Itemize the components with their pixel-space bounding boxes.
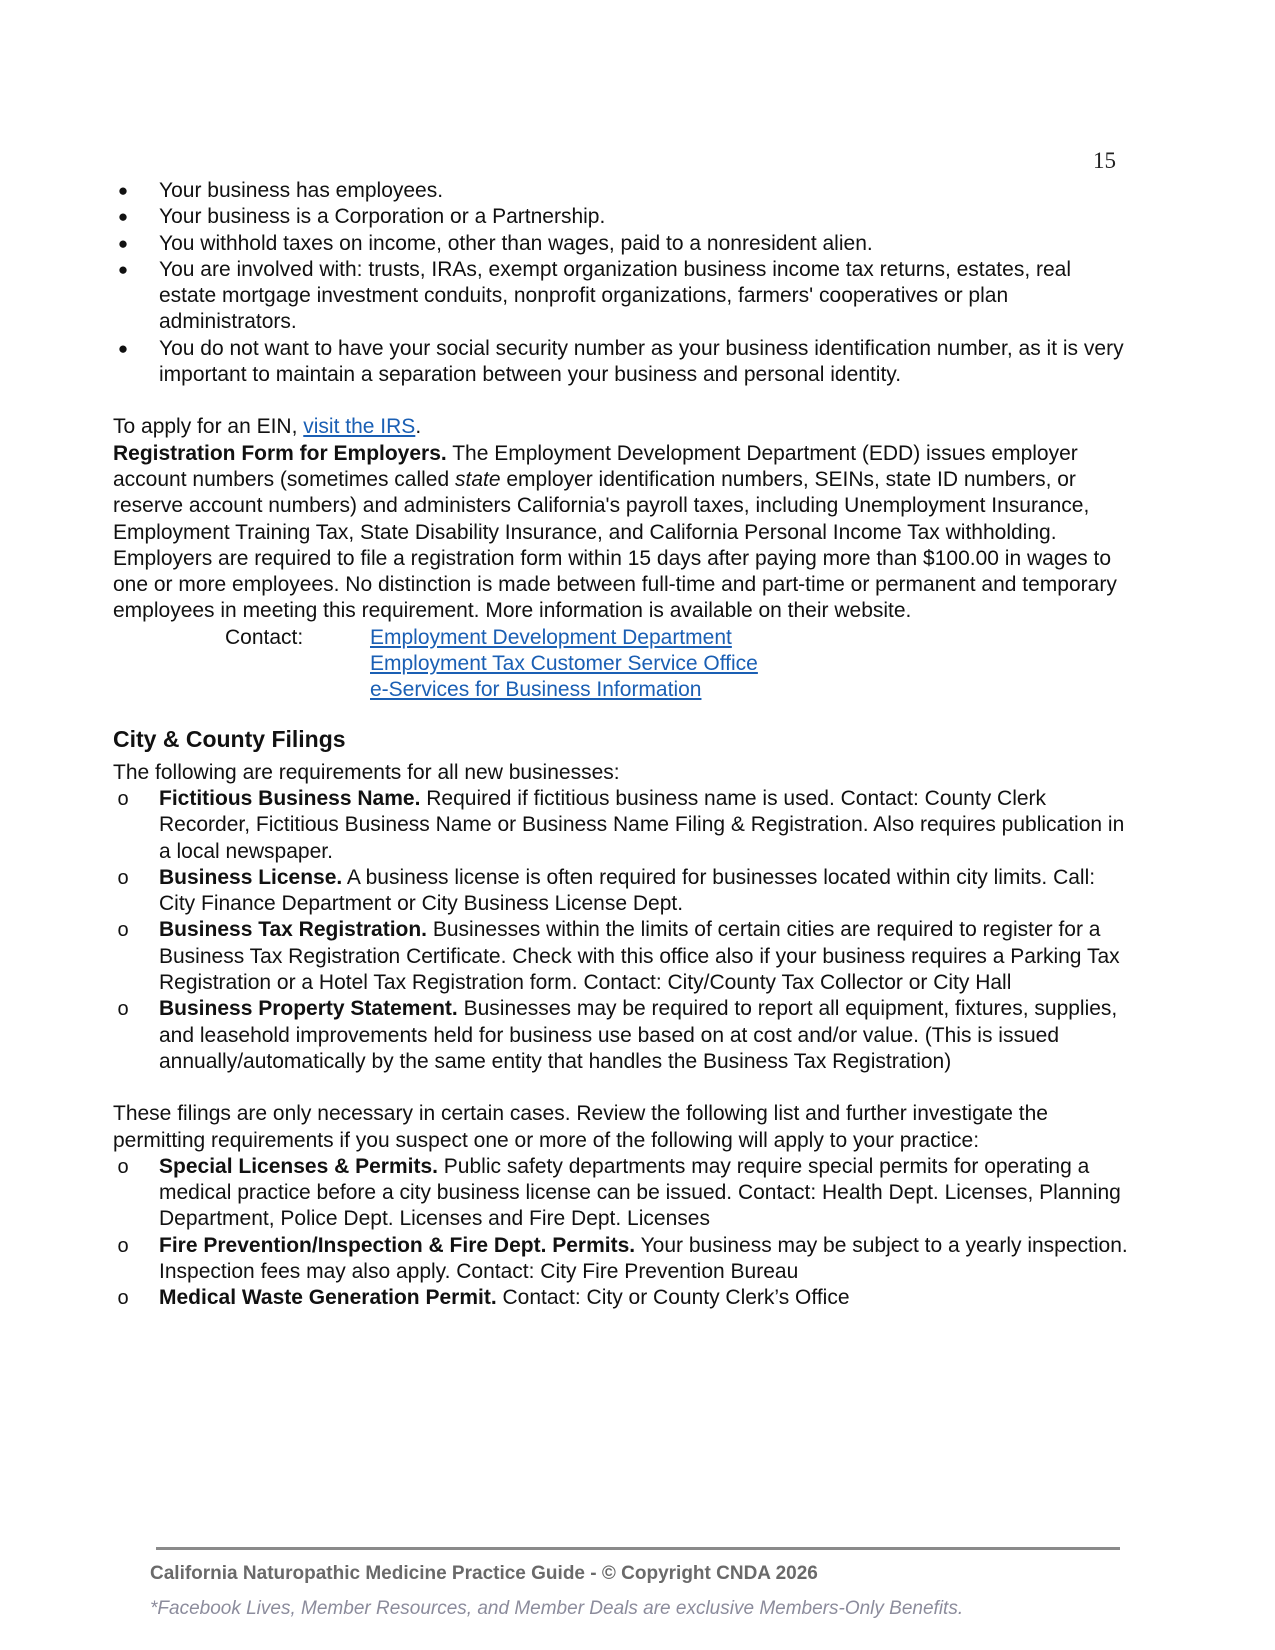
bullet-marker: ● (117, 233, 129, 253)
list-item-text: Your business is a Corporation or a Partnership. (159, 205, 606, 229)
circle-marker: o (117, 1287, 129, 1310)
bullet-marker: ● (117, 181, 129, 200)
item-title: Business License. (159, 865, 343, 889)
bullet-marker: ● (117, 259, 129, 279)
list-item-text: You do not want to have your social security number as your business identification number, as it is very important to maintain a separation between your business and personal identity. (159, 336, 1124, 387)
list-item-text: You are involved with: trusts, IRAs, exempt organization business income tax returns, estates, real estate mortgage investment conduits, nonprofit organizations, farmers' cooperatives or plan administrators. (159, 257, 1072, 334)
page-number: 15 (1093, 148, 1116, 173)
item-text: Your business may be subject to a yearly inspection. Inspection fees may also apply. Contact: City Fire Prevention Bureau (159, 1233, 1128, 1283)
registration-italic: state (454, 467, 501, 491)
circle-marker: o (117, 1234, 129, 1257)
item-title: Medical Waste Generation Permit. (159, 1286, 497, 1310)
item-text: Businesses may be required to report all equipment, fixtures, supplies, and leasehold improvements held for business use based on at cost and/or value. (This is issued annually/automatically by the same entity that handles the Business Tax Registration) (159, 997, 1118, 1073)
list-item (113, 865, 1133, 918)
edd-link[interactable]: Employment Development Department (370, 625, 732, 649)
registration-paragraph (113, 441, 1133, 625)
item-text: Public safety departments may require special permits for operating a medical practice before a city business license can be issued. Contact: Health Dept. Licenses, Planning Department, Police Dept. Licenses and Fire Dept. Licenses (159, 1154, 1121, 1231)
footer-title: California Naturopathic Medicine Practice Guide - © Copyright CNDA 2026 (150, 1563, 818, 1584)
apply-suffix: . (415, 415, 422, 439)
bullet-marker: ● (117, 207, 129, 227)
contact-label: Contact: (225, 625, 304, 649)
bullet-marker: ● (117, 338, 129, 358)
list-item-text: You withhold taxes on income, other than wages, paid to a nonresident alien. (159, 231, 873, 255)
registration-text: The Employment Development Department (EDD) issues employer account numbers (sometimes called (113, 441, 1078, 491)
item-title: Special Licenses & Permits. (159, 1154, 438, 1178)
conditional-filings-list (113, 1154, 1133, 1312)
list-item (113, 336, 1133, 389)
circle-marker: o (117, 1155, 129, 1178)
registration-title: Registration Form for Employers. (113, 441, 447, 465)
circle-marker: o (117, 998, 129, 1021)
list-item (113, 178, 1133, 204)
footer-note: *Facebook Lives, Member Resources, and Member Deals are exclusive Members-Only Benefits. (150, 1598, 964, 1619)
apply-ein-paragraph (113, 414, 1133, 440)
item-title: Business Tax Registration. (159, 918, 428, 942)
city-county-intro: The following are requirements for all new businesses: (113, 760, 620, 784)
visit-irs-link[interactable]: visit the IRS (303, 415, 416, 439)
item-text: Businesses within the limits of certain cities are required to register for a Business Tax Registration Certificate. Check with this office also if your business requires a Parking Tax Registration or a Hotel Tax Registration form. Contact: City/County Tax Collector or City Hall (159, 918, 1120, 995)
section-heading-city-county: City & County Filings (113, 725, 346, 752)
page-content (113, 178, 1133, 1312)
item-title: Fictitious Business Name. (159, 786, 421, 810)
apply-prefix: To apply for an EIN, (113, 415, 304, 439)
list-item (113, 1154, 1133, 1233)
registration-text-continued: employer identification numbers, SEINs, state ID numbers, or reserve account numbers) and administers California's payroll taxes, including Unemployment Insurance, Employment Training Tax, State Disability Insurance, and California Personal Income Tax withholding. Employers are required to file a registration form within 15 days after paying more than $100.00 in wages to one or more employees. No distinction is made between full-time and part-time or permanent and temporary employees in meeting this requirement. More information is available on their website. (113, 467, 1117, 623)
conditional-filings-intro: These filings are only necessary in certain cases. Review the following list and further investigate the permitting requirements if you suspect one or more of the following will apply to your practice: (113, 1102, 1048, 1152)
contact-block (225, 625, 1133, 704)
ein-requirements-list (113, 178, 1133, 388)
list-item-text: Your business has employees. (159, 179, 444, 202)
circle-marker: o (117, 919, 129, 942)
item-text: Required if fictitious business name is used. Contact: County Clerk Recorder, Fictitious Business Name or Business Name Filing & Registration. Also requires publication in a local newspaper. (159, 786, 1125, 863)
footer-divider (156, 1547, 1120, 1550)
circle-marker: o (117, 787, 129, 810)
list-item (113, 204, 1133, 230)
item-title: Business Property Statement. (159, 997, 458, 1021)
list-item (113, 1233, 1133, 1286)
city-county-requirements-list (113, 786, 1133, 1075)
item-title: Fire Prevention/Inspection & Fire Dept. Permits. (159, 1233, 636, 1257)
employment-tax-office-link[interactable]: Employment Tax Customer Service Office (370, 652, 758, 676)
item-text: A business license is often required for businesses located within city limits. Call: City Finance Department or City Business License Dept. (159, 865, 1096, 916)
item-text: Contact: City or County Clerk’s Office (496, 1286, 850, 1310)
list-item (113, 257, 1133, 336)
circle-marker: o (117, 866, 129, 889)
contact-links (370, 625, 758, 704)
list-item (113, 231, 1133, 257)
list-item (113, 1285, 1133, 1311)
list-item (113, 917, 1133, 996)
e-services-link[interactable]: e-Services for Business Information (370, 678, 702, 702)
list-item (113, 996, 1133, 1075)
list-item (113, 786, 1133, 865)
